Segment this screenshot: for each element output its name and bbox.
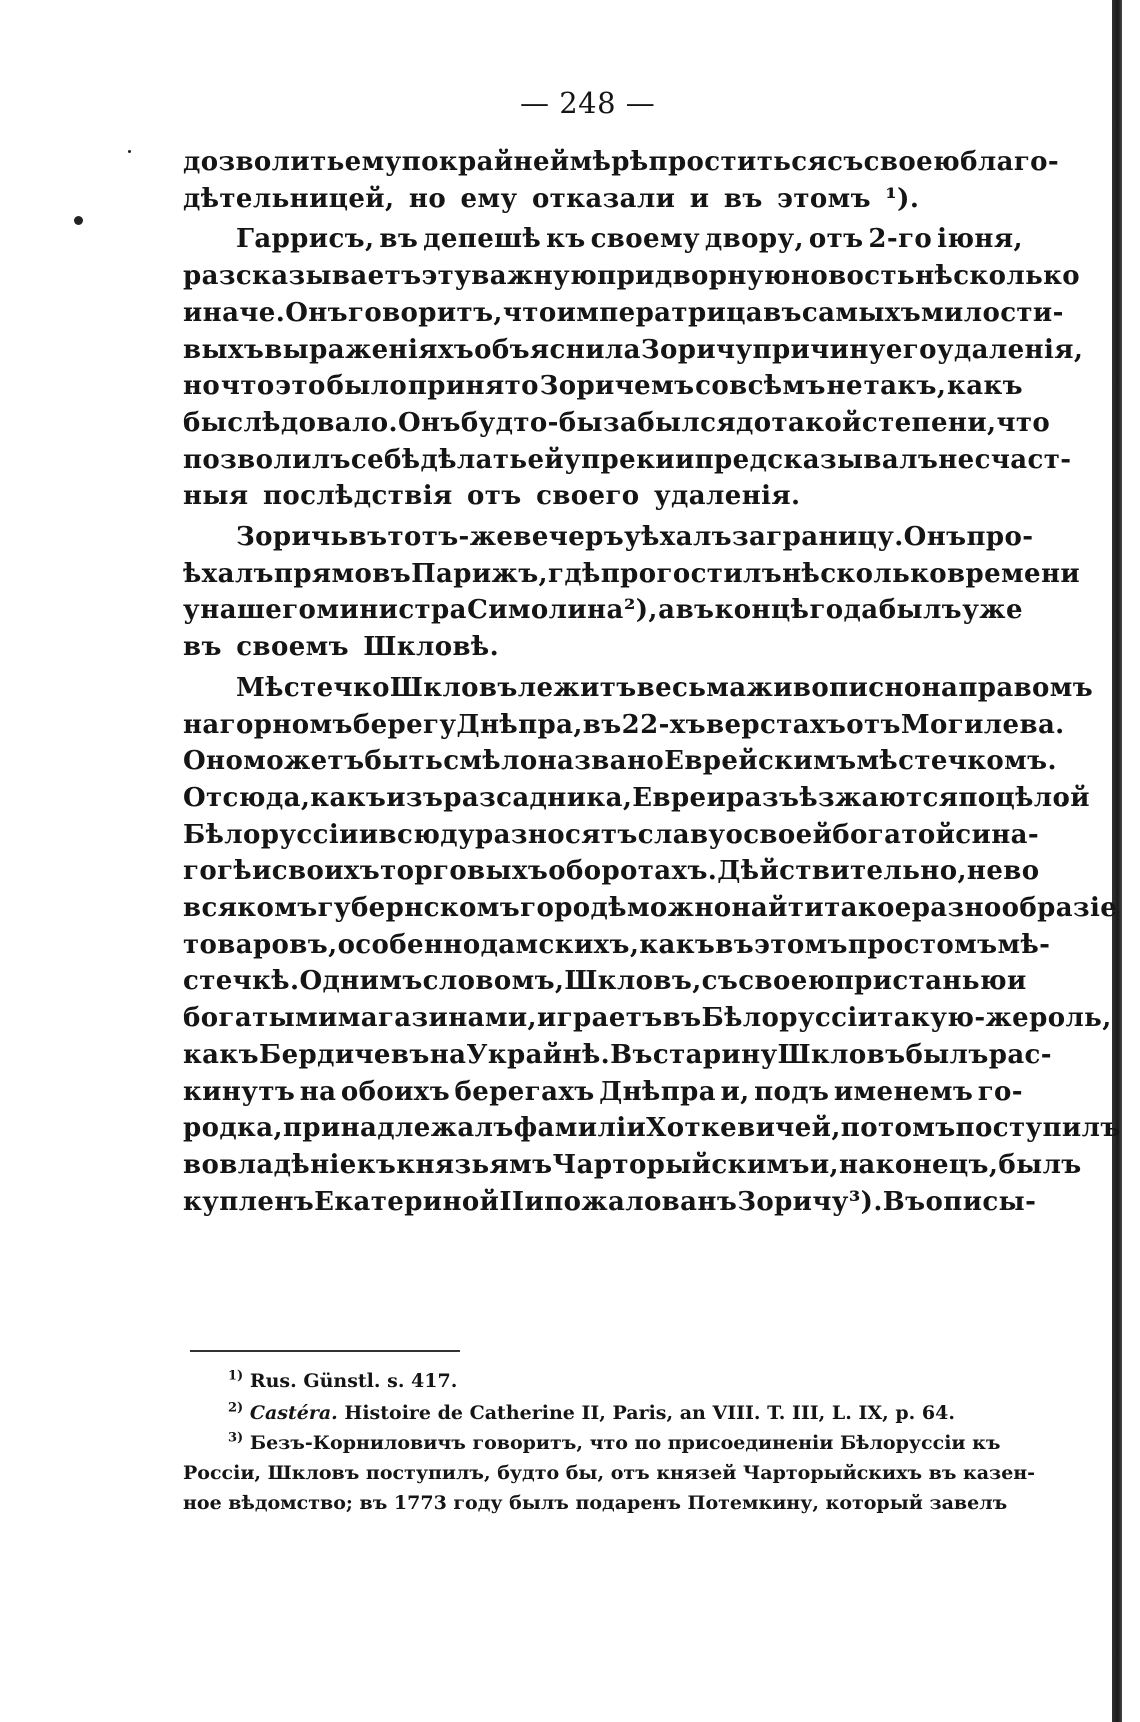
footnote-3-line-3: ное вѣдомство; въ 1773 году былъ подаренъ Потемкину, который завелъ <box>183 1492 1008 1514</box>
footnote-1-text: Rus. Günstl. s. 417. <box>249 1370 458 1392</box>
body-line: позволилъ себѣ дѣлать ей упреки и предсказывалъ несчаст- <box>183 444 1072 475</box>
body-line: купленъ Екатериной II и пожалованъ Зоричу ³). Въ описы- <box>183 1186 1037 1217</box>
scan-speck <box>128 150 131 153</box>
footnote-3-line-1: Безъ-Корниловичъ говоритъ, что по присоединеніи Бѣлоруссіи къ <box>249 1432 1001 1454</box>
footnote-1 <box>228 1368 457 1395</box>
scan-speck <box>74 216 83 225</box>
footnote-3-line-2: Россіи, Шкловъ поступилъ, будто бы, отъ князей Чарторыйскихъ въ казен- <box>183 1462 1036 1484</box>
footnote-3-marker: 3) <box>228 1430 244 1446</box>
scan-edge-shadow <box>1112 0 1122 1722</box>
footnote-2-text: Histoire de Catherine II, Paris, an VIII. T. III, L. IX, p. 64. <box>344 1402 955 1424</box>
body-line: богатыми магазинами, играетъ въ Бѣлоруссіи такую-же роль, <box>183 1003 1112 1034</box>
body-line: Гаррисъ, въ депешѣ къ своему двору, отъ 2-го іюня, <box>236 224 1023 255</box>
body-line: родка, принадлежалъ фамиліи Хоткевичей, потомъ поступилъ <box>183 1113 1121 1144</box>
body-line: у нашего министра Симолина ²), а въ концѣ года былъ уже <box>183 595 1023 626</box>
footnote-rule <box>190 1350 460 1352</box>
body-line: Оно можетъ быть смѣло названо Еврейскимъ мѣстечкомъ. <box>183 746 1057 777</box>
body-line: выхъ выраженіяхъ объяснила Зоричу причину его удаленія, <box>183 334 1084 365</box>
page-number: — 248 — <box>520 86 656 120</box>
body-line: товаровъ, особенно дамскихъ, какъ въ этомъ простомъ мѣ- <box>183 929 1051 960</box>
body-line: дозволить ему по крайней мѣрѣ проститься съ своею благо- <box>183 147 1060 177</box>
body-line: во владѣніе къ князьямъ Чарторыйскимъ и, наконецъ, былъ <box>183 1149 1082 1180</box>
footnote-3-continued <box>183 1490 1007 1517</box>
body-line: Мѣстечко Шкловъ лежитъ весьма живописно на правомъ <box>236 672 1094 703</box>
body-line: кинутъ на обоихъ берегахъ Днѣпра и, подъ именемъ го- <box>183 1076 1023 1107</box>
body-line: стечкѣ. Однимъ словомъ, Шкловъ, съ своею пристанью и <box>183 966 1027 997</box>
footnote-2-author: Castéra. <box>249 1402 338 1424</box>
footnote-2 <box>228 1400 955 1427</box>
body-line: какъ Бердичевъ на Украйнѣ. Въ старину Шкловъ былъ рас- <box>183 1039 1052 1070</box>
footnote-2-marker: 2) <box>228 1400 244 1416</box>
body-line: бы слѣдовало. Онъ будто-бы забылся до такой степени, что <box>183 407 1051 438</box>
footnote-3 <box>228 1430 1000 1457</box>
body-line: Бѣлоруссіи и всюду разносятъ славу о своей богатой сина- <box>183 819 1040 850</box>
body-line: гогѣ и своихъ торговыхъ оборотахъ. Дѣйствительно, не во <box>183 856 1040 887</box>
footnote-3-continued <box>183 1460 1035 1487</box>
body-line: Зоричь въ тотъ-же вечеръ уѣхалъ за границу. Онъ про- <box>236 522 1034 552</box>
body-line: разсказываетъ эту важную придворную новость нѣсколько <box>183 261 1081 292</box>
body-line: дѣтельницей, но ему отказали и въ этомъ ¹). <box>183 183 920 214</box>
body-line: ныя послѣдствія отъ своего удаленія. <box>183 481 801 512</box>
body-line: но что это было принято Зоричемъ совсѣмъ не такъ, какъ <box>183 371 1023 402</box>
body-line: всякомъ губернскомъ городѣ можно найти такое разнообразіе <box>183 893 1118 923</box>
body-line: нагорномъ берегу Днѣпра, въ 22-хъ верстахъ отъ Могилева. <box>183 709 1065 740</box>
body-line: въ своемъ Шкловѣ. <box>183 632 500 663</box>
footnote-1-marker: 1) <box>228 1368 244 1384</box>
body-line: ѣхалъ прямо въ Парижъ, гдѣ прогостилъ нѣсколько времени <box>183 558 1081 589</box>
body-line: иначе. Онъ говоритъ, что императрица въ самыхъ милости- <box>183 297 1064 328</box>
body-line: Отсюда, какъ изъ разсадника, Евреи разъѣзжаются по цѣлой <box>183 782 1090 813</box>
